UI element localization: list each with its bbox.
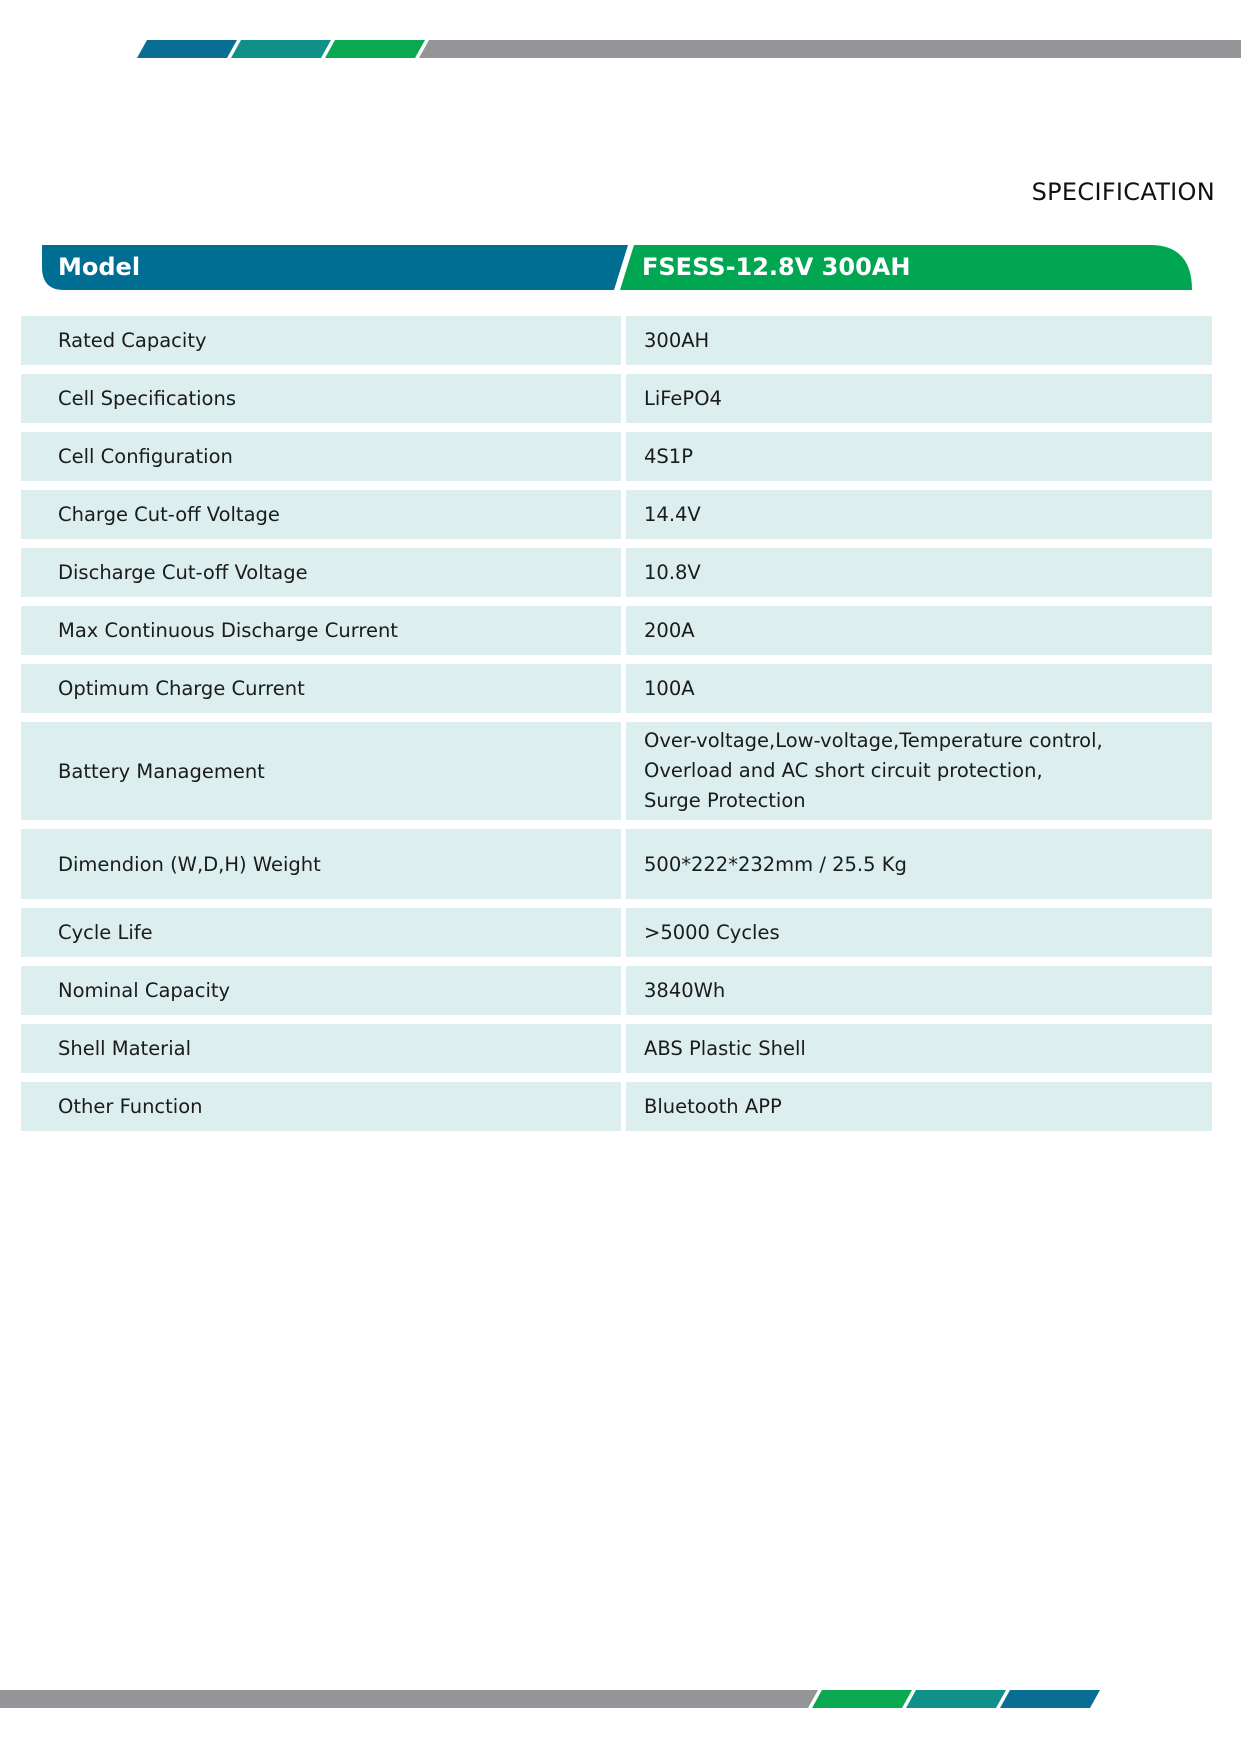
spec-label: Shell Material [21,1024,621,1073]
spec-value: 100A [626,664,1212,713]
spec-label: Optimum Charge Current [21,664,621,713]
bottom-band-blue-segment [1000,1690,1100,1708]
section-title: SPECIFICATION [1031,178,1215,206]
table-row [21,606,1212,655]
spec-value: LiFePO4 [626,374,1212,423]
spec-value: 10.8V [626,548,1212,597]
spec-label: Nominal Capacity [21,966,621,1015]
spec-value: Bluetooth APP [626,1082,1212,1131]
model-value: FSESS-12.8V 300AH [642,253,911,281]
top-decorative-band [0,40,1241,58]
spec-value-line: Surge Protection [644,789,806,812]
table-row [21,1082,1212,1131]
table-row [21,908,1212,957]
spec-value-line: Overload and AC short circuit protection, [644,759,1043,782]
spec-value: 200A [626,606,1212,655]
spec-label: Max Continuous Discharge Current [21,606,621,655]
table-row [21,490,1212,539]
spec-label: Cell Configuration [21,432,621,481]
spec-label: Rated Capacity [21,316,621,365]
spec-label: Charge Cut-off Voltage [21,490,621,539]
spec-label: Cycle Life [21,908,621,957]
top-band-teal-segment [231,40,331,58]
spec-value: 14.4V [626,490,1212,539]
table-row [21,432,1212,481]
bottom-band-green-segment [812,1690,912,1708]
spec-value: 3840Wh [626,966,1212,1015]
spec-value: ABS Plastic Shell [626,1024,1212,1073]
table-row [21,664,1212,713]
spec-label: Cell Specifications [21,374,621,423]
table-row [21,722,1212,820]
table-row [21,316,1212,365]
table-row [21,1024,1212,1073]
spec-label: Battery Management [21,722,621,820]
table-row [21,829,1212,899]
model-label: Model [58,253,141,281]
bottom-band-gray-segment [0,1690,818,1708]
spec-value: 300AH [626,316,1212,365]
spec-label: Dimendion (W,D,H) Weight [21,829,621,899]
spec-label: Discharge Cut-off Voltage [21,548,621,597]
table-row [21,374,1212,423]
spec-value: >5000 Cycles [626,908,1212,957]
specification-table [21,316,1212,1140]
spec-value-multiline [626,722,1212,820]
bottom-decorative-band [0,1690,1241,1708]
top-band-gray-segment [419,40,1241,58]
top-band-green-segment [325,40,425,58]
bottom-band-teal-segment [906,1690,1006,1708]
spec-value: 500*222*232mm / 25.5 Kg [626,829,1212,899]
spec-label: Other Function [21,1082,621,1131]
model-header-bar [42,245,1192,290]
table-row [21,966,1212,1015]
spec-value-line: Over-voltage,Low-voltage,Temperature control, [644,729,1103,752]
spec-value: 4S1P [626,432,1212,481]
top-band-blue-segment [137,40,237,58]
table-row [21,548,1212,597]
